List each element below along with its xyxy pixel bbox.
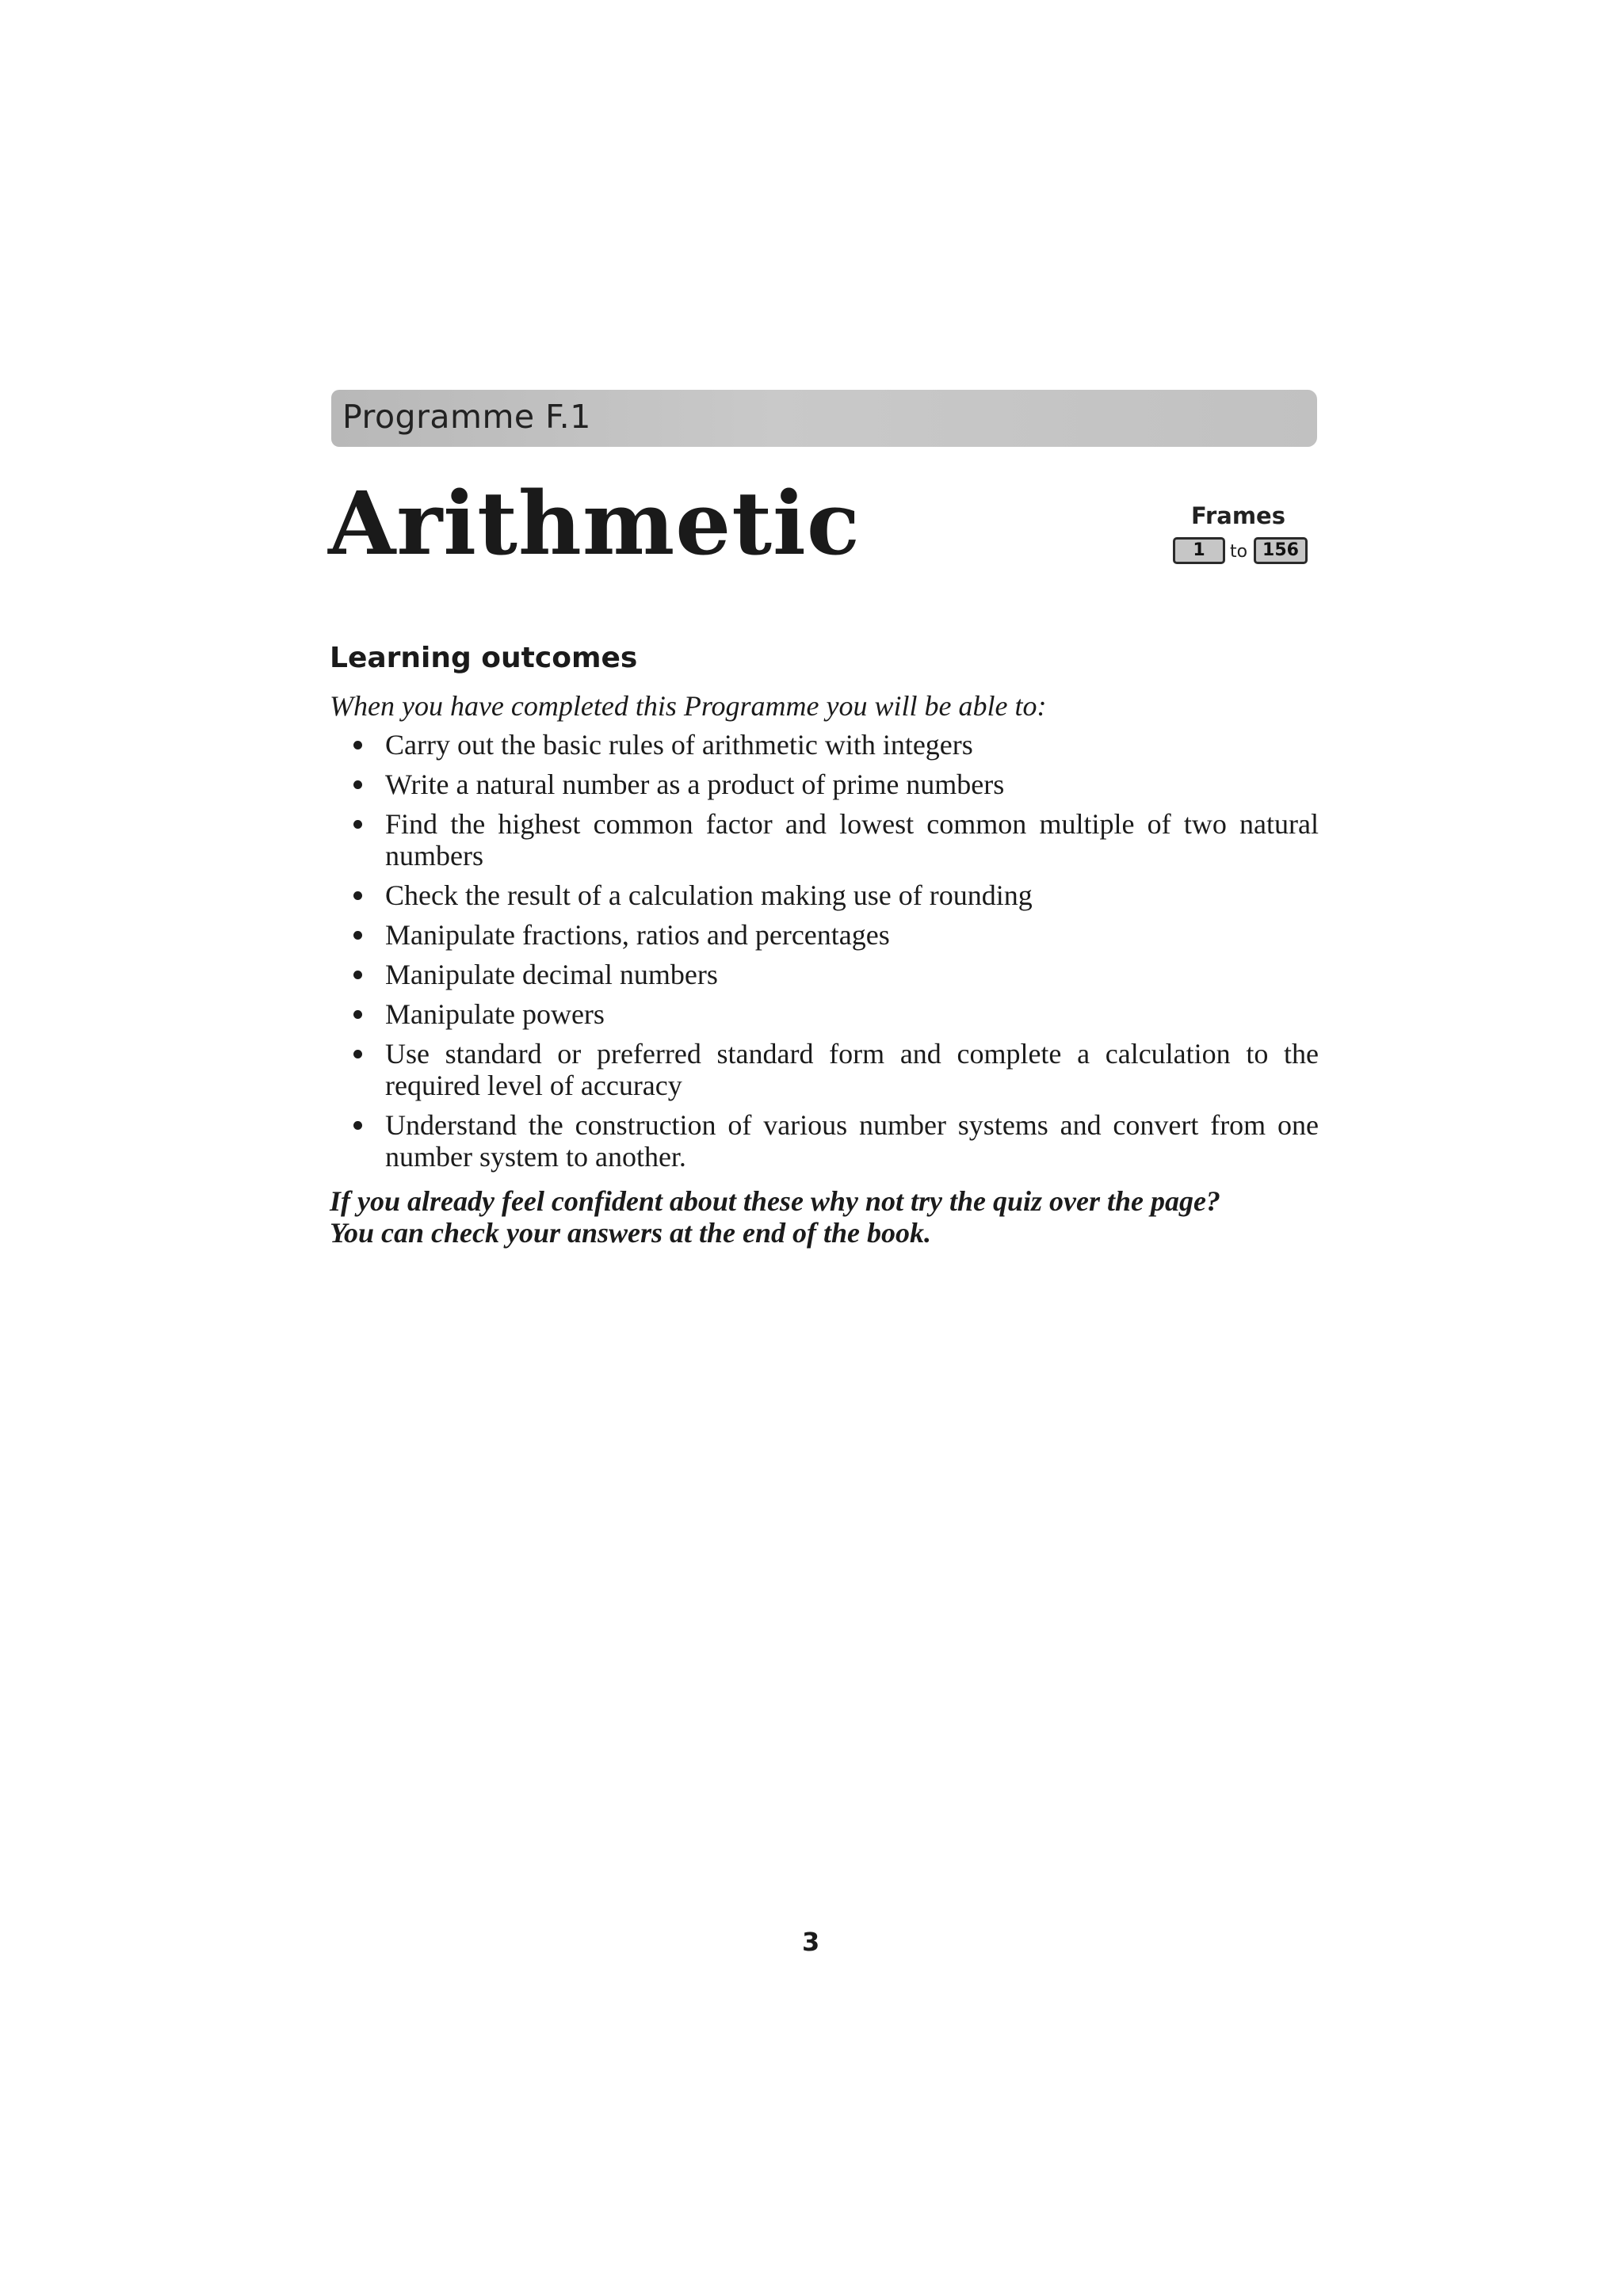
list-item-text: Manipulate decimal numbers — [385, 959, 718, 990]
page-number: 3 — [802, 1927, 820, 1957]
frames-connector: to — [1230, 542, 1248, 562]
bullet-icon — [353, 741, 362, 749]
list-item — [353, 959, 1319, 990]
list-item-text: Use standard or preferred standard form and complete a calculation to the required level of accuracy — [385, 1038, 1319, 1101]
list-item — [353, 729, 1319, 761]
frame-start-box: 1 — [1173, 537, 1225, 564]
page-title: Arithmetic — [328, 472, 861, 574]
list-item-text: Find the highest common factor and lowest common multiple of two natural numbers — [385, 808, 1319, 871]
bullet-icon — [353, 1050, 362, 1058]
closing-line-1: If you already feel confident about these why not try the quiz over the page? — [330, 1185, 1220, 1217]
programme-banner — [331, 390, 1317, 447]
frames-range — [1170, 502, 1320, 574]
bullet-icon — [353, 1010, 362, 1019]
section-heading: Learning outcomes — [330, 642, 638, 674]
programme-label: Programme F.1 — [342, 398, 591, 436]
list-item-text: Understand the construction of various number systems and convert from one number system to another. — [385, 1109, 1319, 1173]
closing-note — [330, 1185, 1320, 1249]
list-item-text: Write a natural number as a product of prime numbers — [385, 769, 1005, 800]
list-item-text: Check the result of a calculation making use of rounding — [385, 879, 1033, 911]
bullet-icon — [353, 891, 362, 900]
list-item-text: Manipulate powers — [385, 998, 605, 1030]
intro-text: When you have completed this Programme you will be able to: — [330, 690, 1047, 722]
list-item — [353, 769, 1319, 800]
bullet-icon — [353, 780, 362, 789]
list-item — [353, 998, 1319, 1030]
list-item — [353, 1038, 1319, 1101]
list-item — [353, 1109, 1319, 1173]
closing-line-2: You can check your answers at the end of the book. — [330, 1217, 932, 1249]
bullet-icon — [353, 1121, 362, 1130]
frames-label: Frames — [1191, 502, 1285, 529]
list-item — [353, 879, 1319, 911]
frame-end-box: 156 — [1254, 537, 1308, 564]
bullet-icon — [353, 820, 362, 829]
list-item — [353, 808, 1319, 871]
list-item-text: Manipulate fractions, ratios and percentages — [385, 919, 890, 951]
bullet-icon — [353, 971, 362, 979]
outcomes-list — [353, 729, 1319, 1180]
bullet-icon — [353, 931, 362, 940]
list-item — [353, 919, 1319, 951]
list-item-text: Carry out the basic rules of arithmetic with integers — [385, 729, 973, 761]
